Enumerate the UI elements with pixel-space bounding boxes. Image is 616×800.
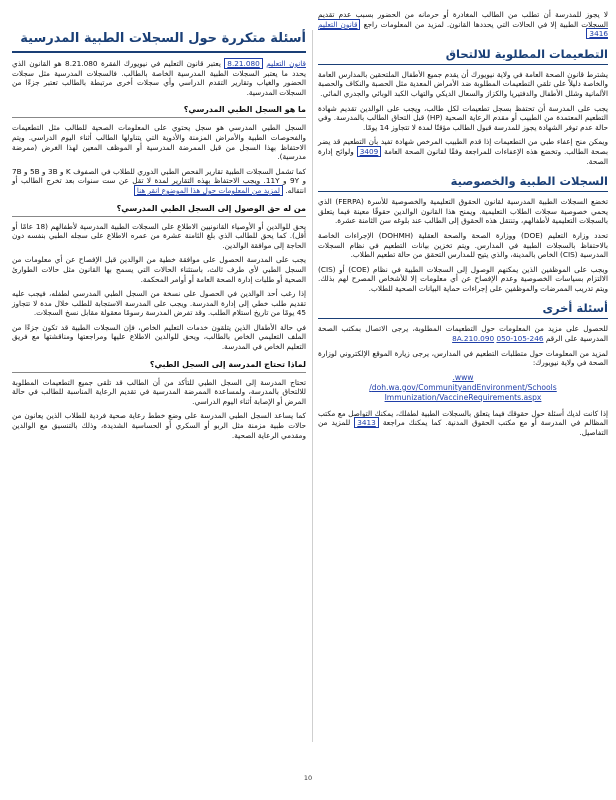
intro-law-code[interactable]: 8.21.080 (224, 58, 263, 69)
privacy-paragraph-1: تخضع السجلات الطبية المدرسية لقانون الحقوق التعليمية والخصوصية للأسرة (FERPA) الذي يحمي خصوصية سجلات الطلاب التعليمية. ويمنح هذا القانون الوالدين حقوقًا معينة فيما يتعلق بالسجلات التعليمية لأطفالهم، وتنتقل هذه الحقوق إلى الطالب عند بلوغه سن الثامنة عشرة. (318, 197, 608, 226)
other-questions-text-3: إذا كانت لديك أسئلة حول حقوقك فيما يتعلق بالسجلات الطبية لطفلك، يمكنك التواصل مع مكتب المظالم في المدرسة أو مع مكتب الحقوق المدنية. كما يمكنك مراجعة (318, 408, 608, 428)
other-questions-paragraph-2: لمزيد من المعلومات حول متطلبات التطعيم في المدارس، يرجى زيارة الموقع الإلكتروني لوزارة الصحة في ولاية نيويورك: (318, 348, 608, 368)
privacy-paragraph-2: تحدد وزارة التعليم (DOE) ووزارة الصحة والصحة العقلية (DOHMH) الإجراءات الخاصة بالاحتفاظ بالسجلات الطبية في المدارس. ويتم تخزين بيانات التطعيم في نظام السجلات المدرسية (CIS) الخاص بالمدينة، والذي يتيح للمدارس التحقق من حالة تطعيم الطلاب. (318, 230, 609, 260)
question-1-paragraph-2-text: كما تشمل السجلات الطبية تقارير الفحص الطبي الدوري للطلاب في الصفوف K و 3B و 5B و 7B و 9Y و 11Y. ويجب الاحتفاظ بهذه التقارير لمدة لا تقل عن ست سنوات بعد تخرج الطالب أو انتقاله. (12, 166, 306, 195)
question-rule (12, 216, 306, 217)
doh-website-block (318, 373, 608, 403)
page-number: 10 (303, 774, 313, 782)
question-3-paragraph-2: كما يساعد السجل الطبي المدرسة على وضع خطط رعاية صحية فردية للطلاب الذين يعانون من حالات طبية مزمنة مثل الربو أو السكري أو الحساسية الشديدة، وذلك بالتنسيق مع الوالدين ومقدمي الرعاية الصحية. (12, 411, 306, 440)
left-column (12, 10, 306, 445)
right-top-text: لا يجوز للمدرسة أن تطلب من الطالب المغادرة أو حرمانه من الحضور بسبب عدم تقديم السجلات الطبية إلا في الحالات التي يحددها القانون. لمزيد من المعلومات راجع (318, 10, 609, 29)
question-2-paragraph-3: إذا رغب أحد الوالدين في الحصول على نسخة من السجل الطبي المدرسي لطفله، فيجب عليه تقديم طلب خطي إلى إدارة المدرسة. ويجب على المدرسة الاستجابة للطلب خلال مدة لا تتجاوز 45 يومًا من تاريخ استلام الطلب. وقد تفرض المدرسة رسومًا معقولة مقابل نسخ السجلات. (12, 289, 306, 318)
intro-text: يعتبر قانون التعليم في نيويورك الفقرة 8.21.080 هو القانون الذي يحدد ما يعتبر السجلات الطبية المدرسية الخاصة بالطالب. فالسجلات المدرسية مثل سجلات الحضور والغياب وتقارير التقدم الدراسي وأي سجلات أخرى مرتبطة بالطالب تعتبر جزءًا من السجلات المدرسية. (12, 59, 306, 97)
page-title: أسئلة متكررة حول السجلات الطبية المدرسية (20, 31, 306, 46)
public-health-law-link[interactable] (357, 146, 382, 157)
question-1-heading: ما هو السجل الطبي المدرسي؟ (183, 105, 306, 115)
question-3-heading: لماذا تحتاج المدرسة إلى السجل الطبي؟ (149, 359, 306, 369)
section-rule (318, 191, 608, 192)
other-questions-paragraph-3 (318, 409, 608, 438)
doh-url-line-1[interactable]: www. (452, 372, 474, 382)
immunizations-paragraph-2: يجب على المدرسة أن تحتفظ بسجل تطعيمات لكل طالب، ويجب على الوالدين تقديم شهادة التطعيم المعتمدة من الطبيب أو مقدم الرعاية الصحية (HP) قبل التحاق الطالب بالمدرسة. وفي حالة عدم توفر الشهادة يجوز للمدرسة قبول الطالب مؤقتًا لمدة لا تتجاوز 14 يومًا. (318, 103, 609, 132)
section-rule (318, 64, 608, 65)
other-questions-text-3-end: للمزيد من التفاصيل. (318, 418, 608, 438)
intro-paragraph (12, 59, 306, 97)
section-title-privacy: السجلات الطبية والخصوصية (450, 174, 608, 189)
section-rule (318, 318, 608, 319)
title-rule (12, 51, 306, 53)
doh-url-line-3[interactable]: Immunization/VaccineRequirements.aspx (384, 392, 542, 402)
education-law-3413-link[interactable] (354, 417, 379, 428)
question-2-paragraph-4: في حالة الأطفال الذين يتلقون خدمات التعليم الخاص، فإن السجلات الطبية قد تكون جزءًا من الملف التعليمي الخاص بالطالب، ويحق للوالدين الاطلاع عليها ومراجعتها ومناقشتها مع فريق التعليم الخاص في المدرسة. (12, 322, 306, 352)
doh-url-line-2[interactable]: doh.wa.gov/CommunityandEnvironment/Schools/ (369, 382, 557, 392)
other-questions-text-1: للحصول على مزيد من المعلومات حول التطعيمات المطلوبة، يرجى الاتصال بمكتب الصحة المدرسية على الرقم (318, 324, 608, 344)
intro-law-link[interactable]: قانون التعليم (266, 59, 306, 68)
question-1-more-info-link[interactable]: لمزيد من المعلومات حول هذا الموضوع انقر هنا (134, 185, 283, 196)
section-title-immunizations: التطعيمات المطلوبة للالتحاق (445, 46, 608, 61)
question-1-paragraph-2 (12, 167, 306, 196)
immunizations-paragraph-3-end: ولوائح إدارة الصحة. (318, 146, 608, 166)
question-1-paragraph-1: السجل الطبي المدرسي هو سجل يحتوي على المعلومات الصحية للطالب مثل التطعيمات والفحوصات الطبية والأمراض المزمنة والأدوية التي يتناولها الطالب أثناء اليوم الدراسي. ويتم الاحتفاظ بهذا السجل من قبل الممرضة المدرسية أو الموظف المعين لهذا الغرض (ممرضة مدرسية). (12, 123, 306, 162)
immunizations-paragraph-3 (318, 137, 608, 166)
column-divider (312, 30, 313, 742)
top-law-code: 3416 (589, 29, 608, 39)
question-2-paragraph-2: يجب على المدرسة الحصول على موافقة خطية من الوالدين قبل الإفصاح عن أي معلومات من السجل الطبي لأي طرف ثالث، باستثناء الحالات التي يسمح بها القانون مثل حالات الطوارئ الصحية أو طلبات إدارة الصحة العامة أو أوامر المحكمة. (12, 255, 306, 284)
other-questions-paragraph-1 (318, 324, 608, 343)
right-top-paragraph (318, 10, 608, 39)
right-column (318, 10, 608, 443)
question-rule (12, 372, 306, 373)
privacy-paragraph-3: ويجب على الموظفين الذين يمكنهم الوصول إلى السجلات الطبية في نظام (COE) أو (CIS) الالتزام بسياسات الخصوصية وعدم الإفصاح عن أي معلومات إلا للأشخاص المصرح لهم بذلك. ويتم تدريب الممرضات والموظفين على إجراءات حماية البيانات الصحية للطلاب. (318, 264, 609, 293)
education-law-3413-code: 3413 (357, 418, 376, 428)
immunizations-paragraph-3-text: ويمكن منح إعفاء طبي من التطعيمات إذا قدم الطبيب المرخص شهادة تفيد بأن التطعيم قد يضر بصحة الطالب. وتخضع هذه الإعفاءات للمراجعة وفقًا لقانون الصحة العامة (318, 137, 608, 156)
question-3-paragraph-1: تحتاج المدرسة إلى السجل الطبي للتأكد من أن الطالب قد تلقى جميع التطعيمات المطلوبة للالتحاق بالمدرسة، ولمساعدة الممرضة المدرسية في تقديم الرعاية المناسبة للطالب في حالة المرض أو الإصابة أثناء اليوم الدراسي. (12, 377, 306, 406)
question-rule (12, 117, 306, 118)
top-law-link-text: قانون التعليم (318, 19, 358, 29)
school-health-phone-link[interactable]: 050-105-246 (496, 334, 544, 344)
question-2-heading: من له حق الوصول إلى السجل الطبي المدرسي؟ (116, 203, 306, 213)
immunizations-paragraph-1: يشترط قانون الصحة العامة في ولاية نيويورك أن يقدم جميع الأطفال الملتحقين بالمدارس العامة والخاصة دليلاً على تلقي التطعيمات المطلوبة ضد الأمراض المعدية مثل الحصبة والنكاف والحصبة الألمانية وشلل الأطفال والدفتيريا والكزاز والسعال الديكي والتهاب الكبد الوبائي والجدري المائي. (318, 69, 608, 98)
school-health-code-link[interactable]: 8A.210.090 (452, 334, 495, 344)
section-title-other-questions: أسئلة أخرى (542, 301, 608, 316)
public-health-law-code: 3409 (359, 146, 379, 156)
question-2-paragraph-1: يحق للوالدين أو الأوصياء القانونيين الاطلاع على السجلات الطبية المدرسية لأطفالهم (18 عامًا أو أقل). كما يحق للطالب الذي بلغ الثامنة عشرة من عمره الاطلاع على سجله الطبي بنفسه دون الحاجة إلى موافقة الوالدين. (12, 221, 306, 250)
